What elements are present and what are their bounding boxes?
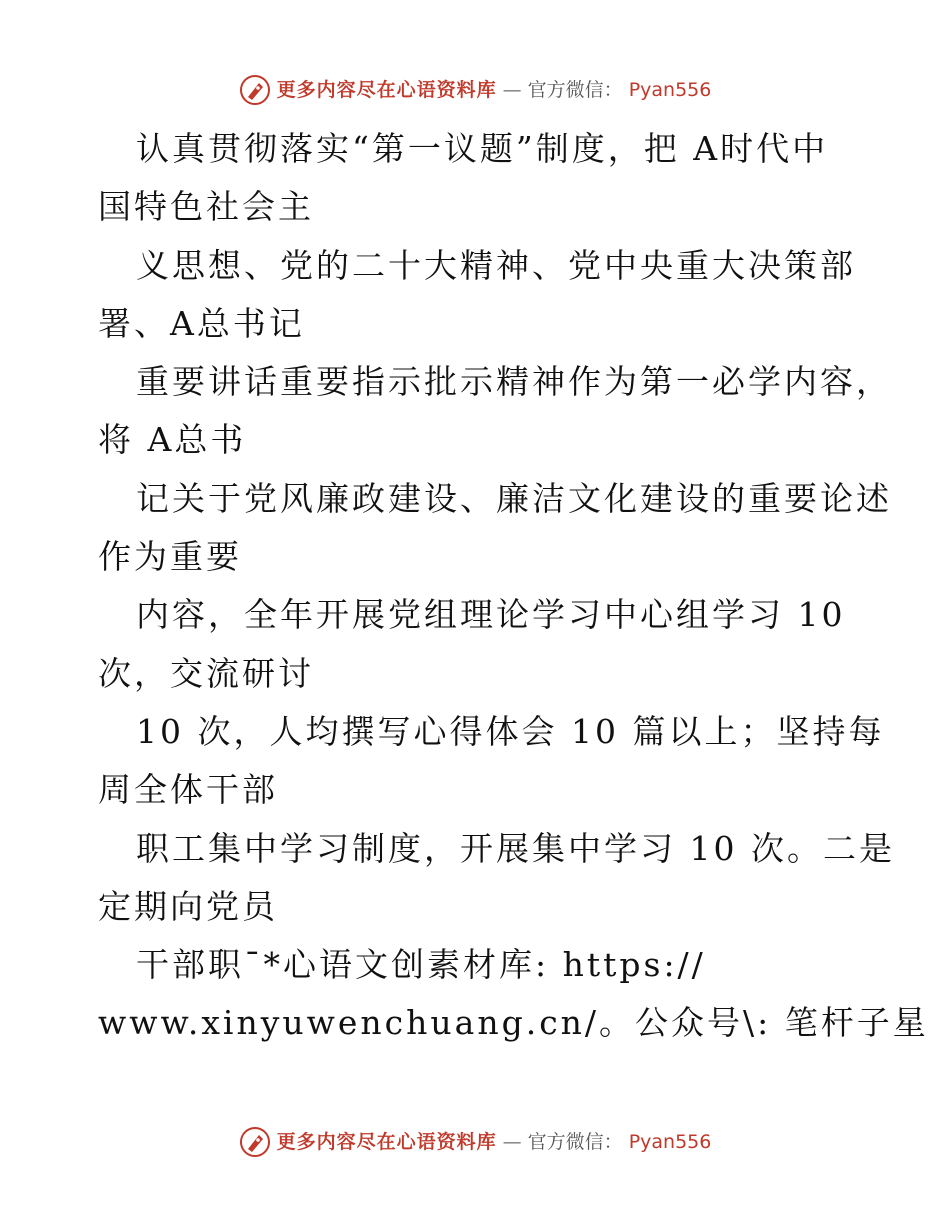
watermark-wechat-label: 官方微信： — [527, 1131, 623, 1153]
body-line: 次，交流研讨 — [98, 653, 314, 693]
pen-nib-logo-icon — [239, 74, 271, 106]
body-line: 定期向党员 — [98, 886, 278, 926]
watermark-wechat-id: Pyan556 — [628, 79, 712, 101]
body-line: 记关于党风廉政建设、廉洁文化建设的重要论述 — [136, 478, 892, 518]
body-line: 10 次，人均撰写心得体会 10 篇以上；坚持每 — [136, 711, 885, 751]
header-watermark — [0, 74, 950, 106]
body-line: 职工集中学习制度，开展集中学习 10 次。二是 — [136, 828, 895, 868]
body-line: 干部职¯*心语文创素材库: https:// — [136, 945, 706, 985]
watermark-dash: — — [502, 79, 522, 101]
watermark-dash: — — [502, 1131, 522, 1153]
body-line: 内容，全年开展党组理论学习中心组学习 10 — [136, 595, 846, 635]
body-line: 将 A总书 — [98, 420, 247, 460]
watermark-wechat-id: Pyan556 — [628, 1131, 712, 1153]
body-line: 署、A总书记 — [98, 303, 305, 343]
footer-watermark — [0, 1126, 950, 1158]
pen-nib-logo-icon — [239, 1126, 271, 1158]
body-line: 义思想、党的二十大精神、党中央重大决策部 — [136, 245, 856, 285]
body-line: 认真贯彻落实“第一议题”制度，把 A时代中 — [136, 129, 829, 168]
watermark-site-name: 更多内容尽在心语资料库 — [276, 1131, 497, 1153]
body-line: www.xinyuwenchuang.cn/。公众号\: 笔杆子星 — [98, 1003, 929, 1043]
document-body — [98, 120, 929, 1053]
watermark-site-name: 更多内容尽在心语资料库 — [276, 79, 497, 101]
watermark-wechat-label: 官方微信： — [527, 79, 623, 101]
body-line: 周全体干部 — [98, 770, 278, 810]
body-line: 作为重要 — [98, 537, 242, 577]
body-line: 重要讲话重要指示批示精神作为第一必学内容， — [136, 362, 892, 402]
body-line: 国特色社会主 — [98, 187, 314, 227]
